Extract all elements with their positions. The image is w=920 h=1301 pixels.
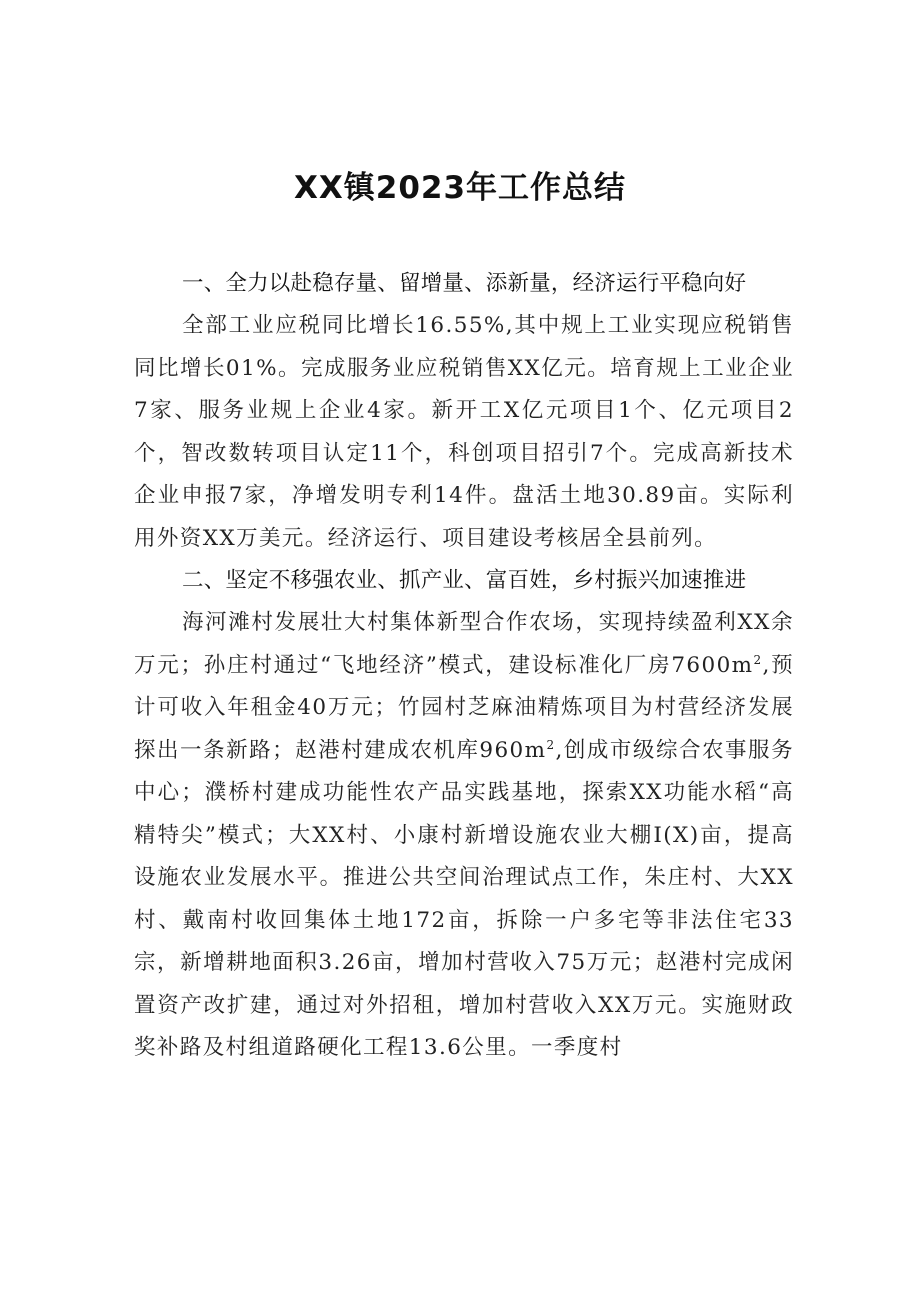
superscript-square: 2	[753, 652, 763, 667]
paragraph-text-part: ,创成市级综合农事服务中心；濮桥村建成功能性农产品实践基地，探索XX功能水稻“高精特尖”模式；大XX村、小康村新增设施农业大棚I(X)亩，提高设施农业发展水平。推进公共空间治理试点工作，朱庄村、大XX村、戴南村收回集体土地172亩，拆除一户多宅等非法住宅33宗，新增耕地面积3.26亩，增加村营收入75万元；赵港村完成闲置资产改扩建，通过对外招租，增加村营收入XX万元。实施财政奖补路及村组道路硬化工程13.6公里。一季度村	[134, 737, 794, 1060]
document-title: XX镇2023年工作总结	[293, 170, 627, 206]
section-heading-2: 二、坚定不移强农业、抓产业、富百姓，乡村振兴加速推进	[182, 568, 747, 593]
superscript-square: 2	[546, 737, 556, 752]
document-body	[134, 263, 794, 1070]
paragraph-text-part: ,预计可收入年租金40万元；竹园村芝麻油精炼项目为村营经济发展探出一条新路；赵港村建成农机库960m	[134, 652, 794, 763]
section-heading-1: 一、全力以赴稳存量、留增量、添新量，经济运行平稳向好	[182, 271, 747, 296]
section-paragraph-2	[134, 602, 794, 1070]
paragraph-text-part: 海河滩村发展壮大村集体新型合作农场，实现持续盈利XX余万元；孙庄村通过“飞地经济”模式，建设标准化厂房7600m	[134, 610, 794, 678]
section-paragraph-1: 全部工业应税同比增长16.55%,其中规上工业实现应税销售同比增长01%。完成服务业应税销售XX亿元。培育规上工业企业7家、服务业规上企业4家。新开工X亿元项目1个、亿元项目2个，智改数转项目认定11个，科创项目招引7个。完成高新技术企业申报7家，净增发明专利14件。盘活土地30.89亩。实际利用外资XX万美元。经济运行、项目建设考核居全县前列。	[134, 313, 794, 551]
